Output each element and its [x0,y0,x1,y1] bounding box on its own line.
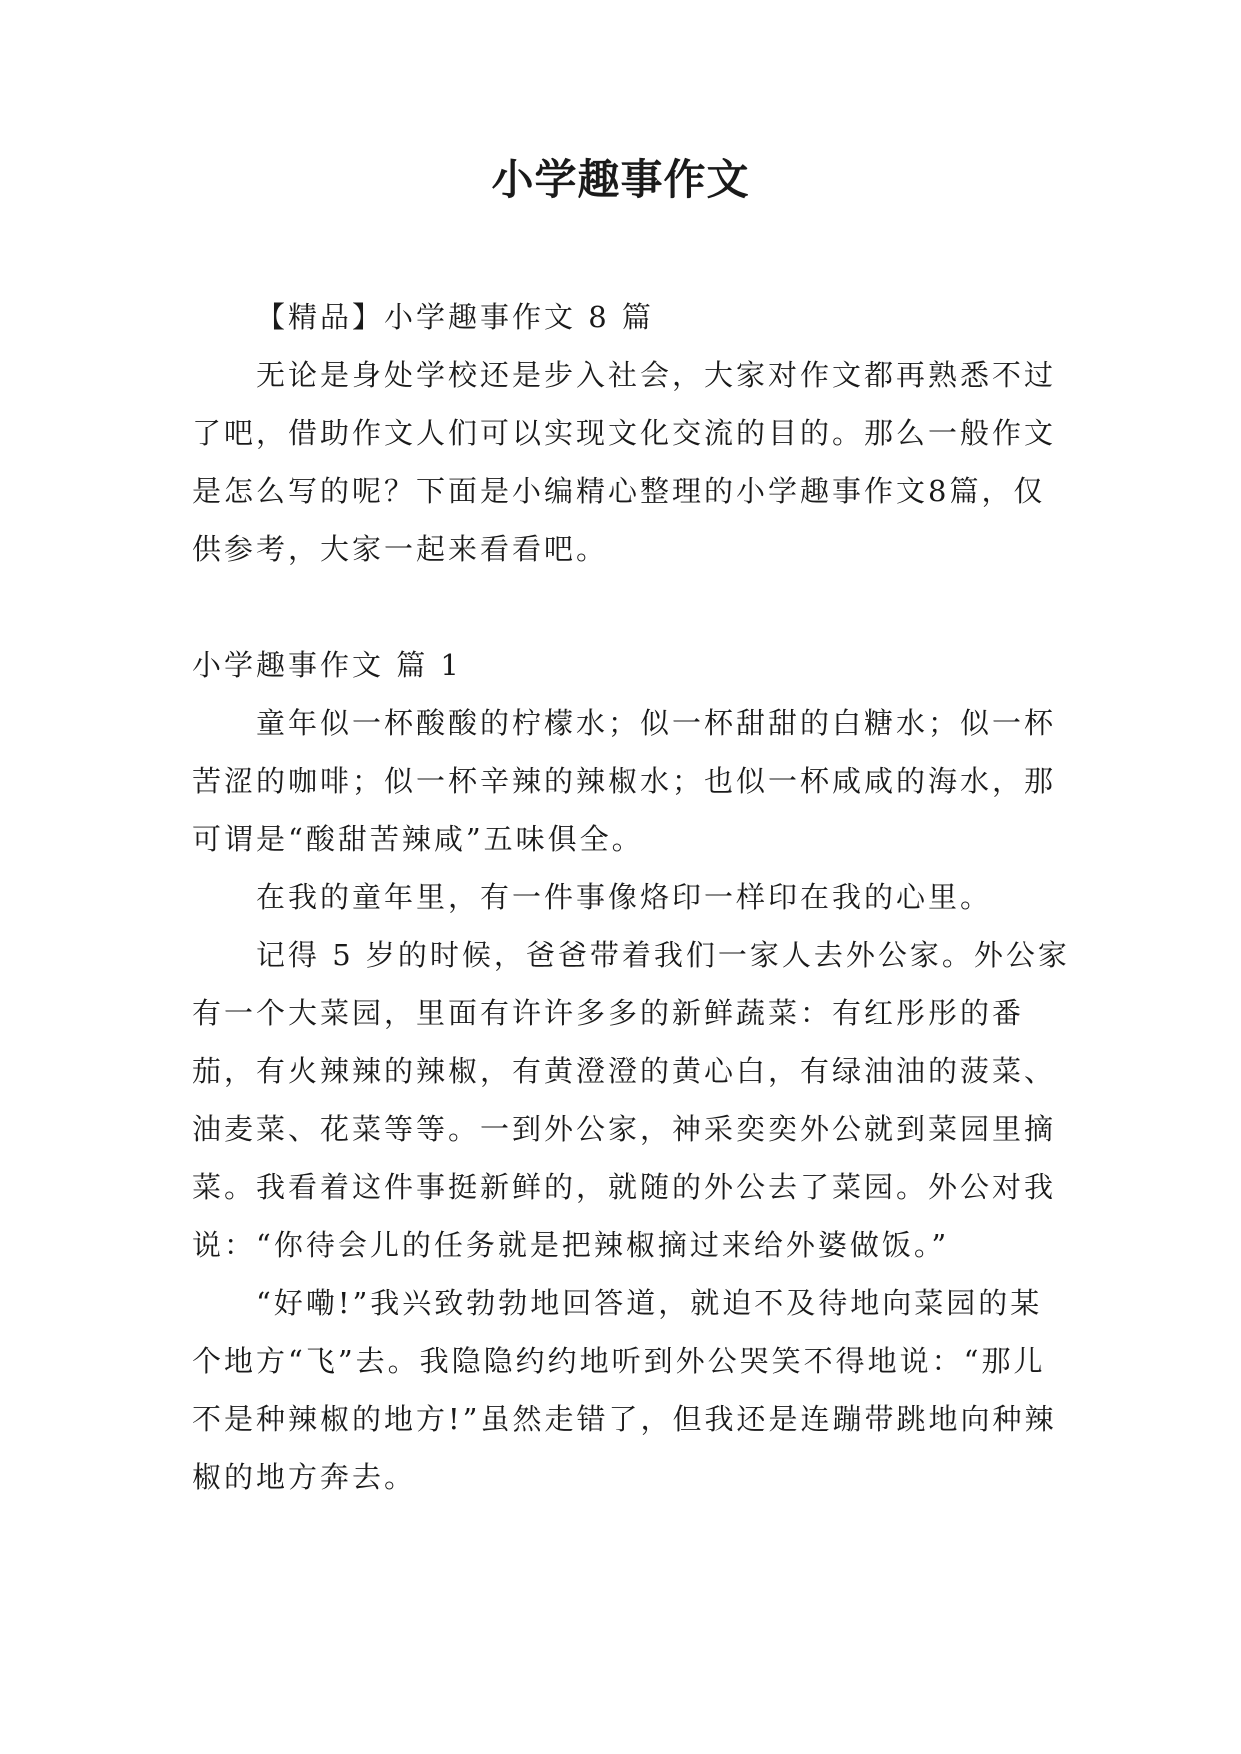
document-title: 小学趣事作文 [491,155,750,204]
intro-paragraph: 无论是身处学校还是步入社会，大家对作文都再熟悉不过了吧，借助作文人们可以实现文化交流的目的。那么一般作文是怎么写的呢？下面是小编精心整理的小学趣事作文8篇，仅供参考，大家一起来看看吧。 [192,358,1057,566]
body-paragraph: 记得 5 岁的时候，爸爸带着我们一家人去外公家。外公家有一个大菜园，里面有许许多多的新鲜蔬菜：有红彤彤的番茄，有火辣辣的辣椒，有黄澄澄的黄心白，有绿油油的菠菜、油麦菜、花菜等等。一到外公家，神采奕奕外公就到菜园里摘菜。我看着这件事挺新鲜的，就随的外公去了菜园。外公对我说：“你待会儿的任务就是把辣椒摘过来给外婆做饭。” [192,938,1070,1262]
body-paragraph: 在我的童年里，有一件事像烙印一样印在我的心里。 [256,880,993,914]
body-paragraph: “好嘞!”我兴致勃勃地回答道，就迫不及待地向菜园的某个地方“飞”去。我隐隐约约地听到外公哭笑不得地说：“那儿不是种辣椒的地方!”虽然走错了，但我还是连蹦带跳地向种辣椒的地方奔去。 [192,1286,1057,1494]
section-spacer [192,578,1072,636]
intro-heading: 【精品】小学趣事作文 8 篇 [256,300,654,334]
body-paragraph: 童年似一杯酸酸的柠檬水；似一杯甜甜的白糖水；似一杯苦涩的咖啡；似一杯辛辣的辣椒水；也似一杯咸咸的海水，那可谓是“酸甜苦辣咸”五味俱全。 [192,706,1057,856]
document-body [192,288,1072,1506]
section-heading: 小学趣事作文 篇 1 [192,648,462,682]
